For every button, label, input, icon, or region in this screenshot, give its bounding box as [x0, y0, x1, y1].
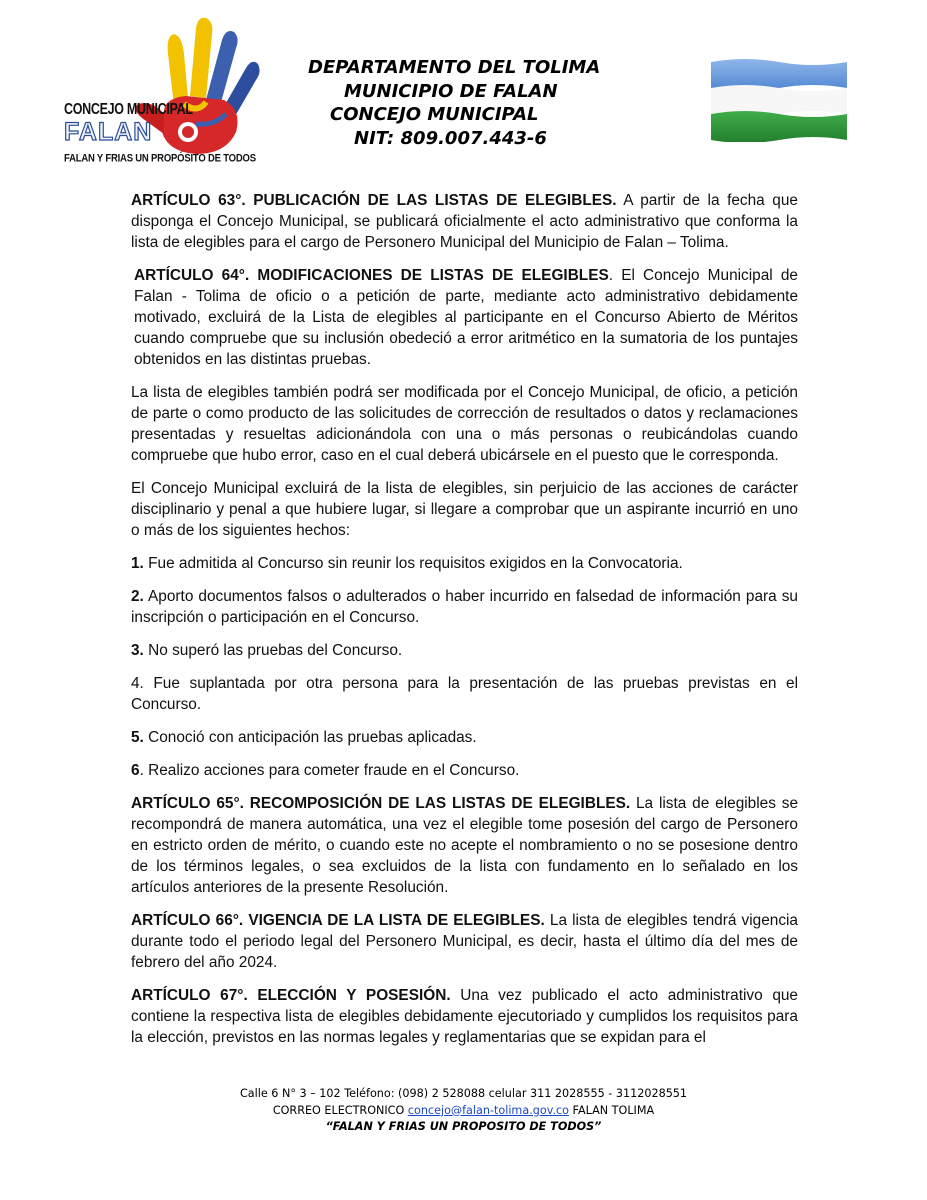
- header-nit: NIT: 809.007.443-6: [354, 127, 547, 149]
- list-item-number: 2.: [131, 588, 144, 605]
- list-item-text: Fue admitida al Concurso sin reunir los requisitos exigidos en la Convocatoria.: [143, 555, 683, 572]
- header-municipality: MUNICIPIO DE FALAN: [344, 80, 558, 102]
- footer-email-link[interactable]: concejo@falan-tolima.gov.co: [407, 1103, 569, 1117]
- list-item: [131, 673, 798, 715]
- article-66-text: La lista de elegibles tendrá vigencia durante todo el periodo legal del Personero Municipal, es decir, hasta el último día del mes de febrero del año 2024.: [131, 912, 798, 971]
- hand-finger-2: [190, 18, 212, 98]
- article-64-text: . El Concejo Municipal de Falan - Tolima de oficio o a petición de parte, mediante acto administrativo debidamente motivado, excluirá de la Lista de elegibles al participante en el Concurso Abierto de Méritos cuando compruebe que su inclusión obedeció a error aritmético en la sumatoria de los puntajes obtenidos en las distintas pruebas.: [134, 267, 798, 368]
- document-footer: [0, 1086, 927, 1136]
- footer-city: FALAN TOLIMA: [569, 1103, 655, 1117]
- document-body: [131, 190, 798, 1060]
- article-63-text: A partir de la fecha que disponga el Concejo Municipal, se publicará oficialmente el acto administrativo que conforma la lista de elegibles para el cargo de Personero Municipal del Municipio de Falan – Tolima.: [131, 192, 798, 251]
- logo-motto: FALAN Y FRIAS UN PROPÓSITO DE TODOS: [64, 152, 256, 166]
- list-item-text: Aporto documentos falsos o adulterados o haber incurrido en falsedad de información para su inscripción o participación en el Concurso.: [131, 588, 798, 626]
- list-item-number: 4.: [131, 675, 144, 692]
- list-item: [131, 586, 798, 628]
- list-item: [131, 640, 798, 661]
- flag-stripe-green: [711, 111, 847, 142]
- hand-finger-1: [168, 34, 188, 106]
- list-item-number: 3.: [131, 642, 144, 659]
- header-council: CONCEJO MUNICIPAL: [330, 104, 539, 125]
- paragraph-exclusion: El Concejo Municipal excluirá de la lista de elegibles, sin perjuicio de las acciones de carácter disciplinario y penal a que hubiere lugar, si llegare a comprobar que un aspirante incurrió en uno o más de los siguientes hechos:: [131, 480, 798, 539]
- logo-title: CONCEJO MUNICIPAL: [64, 100, 193, 118]
- article-63: [131, 190, 798, 253]
- footer-contact: [0, 1103, 927, 1120]
- article-65: [131, 793, 798, 898]
- article-66-heading: ARTÍCULO 66°. VIGENCIA DE LA LISTA DE ELEGIBLES.: [131, 912, 545, 929]
- list-item-text: . Realizo acciones para cometer fraude en el Concurso.: [139, 762, 520, 779]
- article-67-heading: ARTÍCULO 67°. ELECCIÓN Y POSESIÓN.: [131, 987, 451, 1004]
- list-item: [131, 727, 798, 748]
- footer-address: Calle 6 N° 3 – 102 Teléfono: (098) 2 528088 celular 311 2028555 - 3112028551: [239, 1087, 688, 1100]
- list-item: [131, 553, 798, 574]
- header-department: DEPARTAMENTO DEL TOLIMA: [308, 57, 601, 78]
- article-65-text: La lista de elegibles se recompondrá de manera automática, una vez el elegible tome posesión del cargo de Personero en estricto orden de mérito, o cuando este no acepte el nombramiento o no se posesione dentro de los términos legales, o sea excluidos de la lista con fundamento en lo señalado en los artículos anteriores de la presente Resolución.: [131, 795, 799, 896]
- article-63-heading: ARTÍCULO 63°. PUBLICACIÓN DE LAS LISTAS DE ELEGIBLES.: [131, 192, 617, 209]
- list-item-number: 6: [131, 762, 140, 779]
- list-item-text: No superó las pruebas del Concurso.: [143, 642, 403, 659]
- article-67: [131, 985, 798, 1048]
- list-item-text: Fue suplantada por otra persona para la presentación de las pruebas previstas en el Concurso.: [131, 675, 798, 713]
- article-64: [131, 265, 798, 370]
- list-item: [131, 760, 798, 781]
- list-item-text: Conoció con anticipación las pruebas aplicadas.: [143, 729, 477, 746]
- article-67-text: Una vez publicado el acto administrativo que contiene la respectiva lista de elegibles debidamente ejecutoriado y cumplidos los requisitos para la elección, previstos en las normas legales y reglamentarias que se expidan para el: [131, 987, 798, 1046]
- article-65-heading: ARTÍCULO 65°. RECOMPOSICIÓN DE LAS LISTAS DE ELEGIBLES.: [131, 795, 631, 812]
- list-item-number: 1.: [131, 555, 144, 572]
- list-item-number: 5.: [131, 729, 144, 746]
- logo-name: FALAN: [64, 118, 153, 146]
- article-66: [131, 910, 798, 973]
- footer-motto: “FALAN Y FRIAS UN PROPOSITO DE TODOS”: [325, 1120, 602, 1133]
- article-64-heading: ARTÍCULO 64°. MODIFICACIONES DE LISTAS DE ELEGIBLES: [134, 267, 609, 284]
- paragraph-modification: La lista de elegibles también podrá ser modificada por el Concejo Municipal, de oficio, a petición de parte o como producto de las solicitudes de corrección de resultados o datos y reclamaciones presentadas y resueltas adicionándola con una o más personas o reubicándolas cuando compruebe que hubo error, caso en el cual deberá ubicársele en el puesto que le corresponda.: [131, 384, 798, 464]
- falan-flag: [711, 58, 847, 142]
- document-header: [300, 56, 660, 150]
- footer-email-label: CORREO ELECTRONICO: [272, 1103, 408, 1117]
